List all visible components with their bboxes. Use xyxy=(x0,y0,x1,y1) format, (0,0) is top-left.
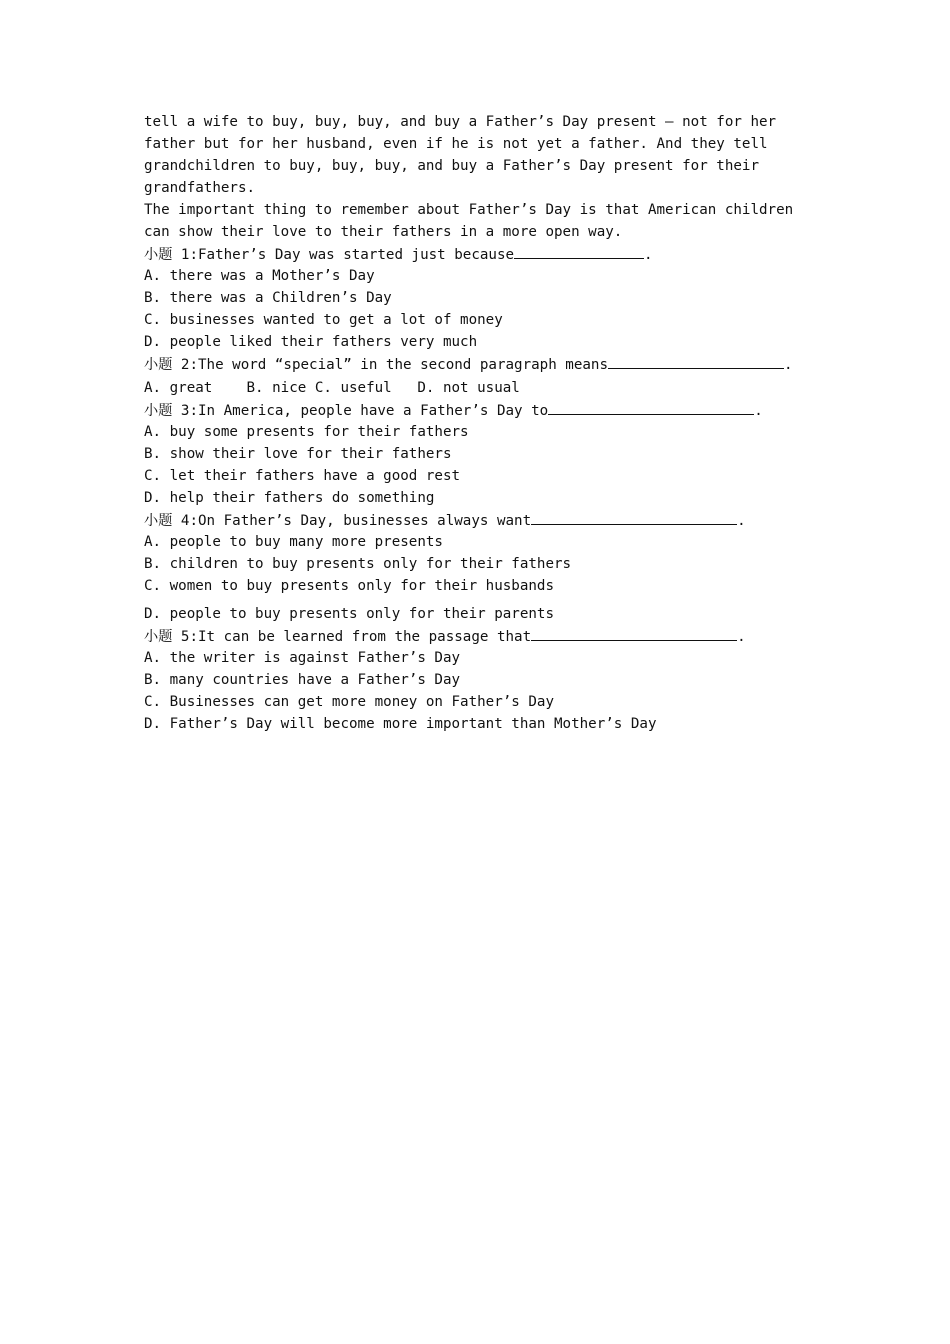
option-b[interactable]: B. children to buy presents only for their fathers xyxy=(144,556,572,572)
question-1 xyxy=(144,243,814,353)
question-stem xyxy=(144,353,814,375)
passage-line: grandchildren to buy, buy, buy, and buy a Father’s Day present for their xyxy=(144,158,759,174)
question-tail: . xyxy=(737,629,746,645)
option-d[interactable]: D. help their fathers do something xyxy=(144,490,435,506)
question-stem xyxy=(144,243,814,265)
option-c[interactable]: C. women to buy presents only for their husbands xyxy=(144,578,554,594)
option-c[interactable]: C. Businesses can get more money on Father’s Day xyxy=(144,694,554,710)
option-d[interactable]: D. people to buy presents only for their parents xyxy=(144,606,554,622)
question-tail: . xyxy=(644,247,653,263)
passage xyxy=(144,111,814,243)
passage-line: The important thing to remember about Father’s Day is that American children xyxy=(144,202,794,218)
option-b[interactable]: B. many countries have a Father’s Day xyxy=(144,672,461,688)
passage-line: grandfathers. xyxy=(144,180,256,196)
passage-line: can show their love to their fathers in a more open way. xyxy=(144,224,623,240)
question-stem-text: 小题 3:In America, people have a Father’s Day to xyxy=(144,403,549,419)
option-row-inline[interactable]: A. great B. nice C. useful D. not usual xyxy=(144,380,520,396)
question-stem-text: 小题 1:Father’s Day was started just because xyxy=(144,247,515,263)
option-a[interactable]: A. buy some presents for their fathers xyxy=(144,424,469,440)
answer-blank[interactable] xyxy=(548,399,754,415)
option-b[interactable]: B. show their love for their fathers xyxy=(144,446,452,462)
question-4 xyxy=(144,509,814,625)
answer-blank[interactable] xyxy=(514,243,644,259)
question-stem xyxy=(144,625,814,647)
question-stem-text: 小题 5:It can be learned from the passage that xyxy=(144,629,532,645)
passage-line: father but for her husband, even if he is not yet a father. And they tell xyxy=(144,136,768,152)
answer-blank[interactable] xyxy=(531,509,737,525)
question-stem xyxy=(144,399,814,421)
option-d[interactable]: D. people liked their fathers very much xyxy=(144,334,478,350)
question-5 xyxy=(144,625,814,735)
question-tail: . xyxy=(784,357,793,373)
question-tail: . xyxy=(737,513,746,529)
option-d[interactable]: D. Father’s Day will become more important than Mother’s Day xyxy=(144,716,657,732)
answer-blank[interactable] xyxy=(608,353,784,369)
option-a[interactable]: A. people to buy many more presents xyxy=(144,534,443,550)
question-stem-text: 小题 4:On Father’s Day, businesses always want xyxy=(144,513,532,529)
option-a[interactable]: A. there was a Mother’s Day xyxy=(144,268,375,284)
passage-line: tell a wife to buy, buy, buy, and buy a Father’s Day present — not for her xyxy=(144,114,777,130)
option-c[interactable]: C. businesses wanted to get a lot of money xyxy=(144,312,503,328)
option-a[interactable]: A. the writer is against Father’s Day xyxy=(144,650,461,666)
answer-blank[interactable] xyxy=(531,625,737,641)
document-page xyxy=(144,111,814,735)
question-3 xyxy=(144,399,814,509)
question-stem xyxy=(144,509,814,531)
option-c[interactable]: C. let their fathers have a good rest xyxy=(144,468,461,484)
question-tail: . xyxy=(754,403,763,419)
question-2 xyxy=(144,353,814,399)
question-stem-text: 小题 2:The word “special” in the second paragraph means xyxy=(144,357,608,373)
option-b[interactable]: B. there was a Children’s Day xyxy=(144,290,392,306)
